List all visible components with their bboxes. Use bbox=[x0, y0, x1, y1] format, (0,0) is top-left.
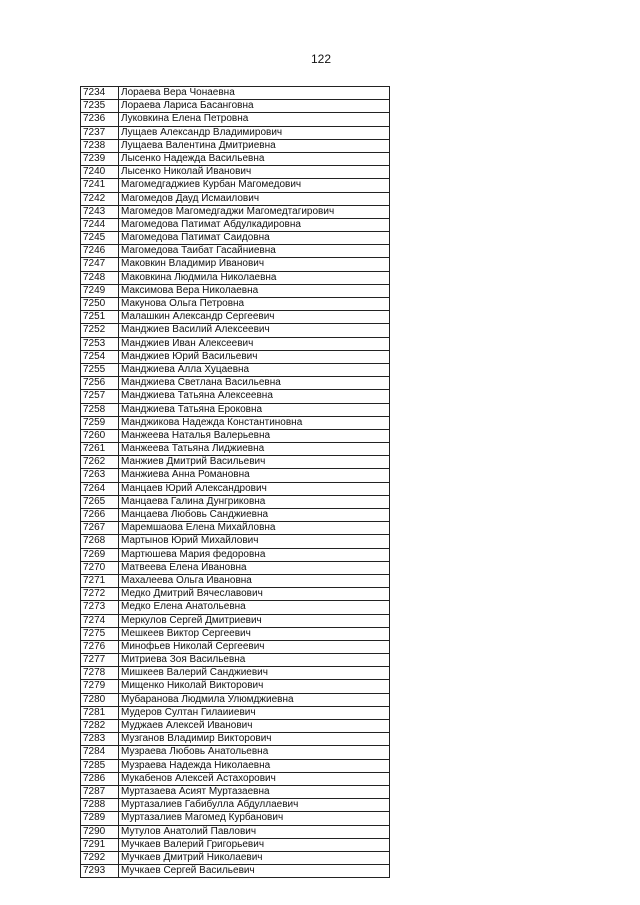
table-row bbox=[81, 680, 389, 693]
table-row bbox=[81, 351, 389, 364]
row-number: 7290 bbox=[81, 826, 119, 838]
row-number: 7293 bbox=[81, 865, 119, 877]
table-row bbox=[81, 311, 389, 324]
table-row bbox=[81, 773, 389, 786]
table-row bbox=[81, 760, 389, 773]
row-full-name: Магомедова Таибат Гасайниевна bbox=[121, 245, 276, 257]
row-full-name: Манджиев Юрий Васильевич bbox=[121, 350, 258, 362]
table-row bbox=[81, 166, 389, 179]
row-number: 7251 bbox=[81, 311, 119, 323]
table-row bbox=[81, 509, 389, 522]
row-full-name: Махалеева Ольга Ивановна bbox=[121, 574, 252, 586]
table-row bbox=[81, 153, 389, 166]
table-row bbox=[81, 140, 389, 153]
row-full-name: Медко Дмитрий Вячеславович bbox=[121, 588, 263, 600]
row-number: 7257 bbox=[81, 390, 119, 402]
table-row bbox=[81, 193, 389, 206]
row-full-name: Музраева Надежда Николаевна bbox=[121, 759, 271, 771]
row-number: 7280 bbox=[81, 694, 119, 706]
row-full-name: Муртазалиев Габибулла Абдуллаевич bbox=[121, 799, 299, 811]
table-row bbox=[81, 641, 389, 654]
row-full-name: Маковкина Людмила Николаевна bbox=[121, 271, 277, 283]
row-number: 7255 bbox=[81, 364, 119, 376]
row-number: 7282 bbox=[81, 720, 119, 732]
row-full-name: Манжиева Анна Романовна bbox=[121, 469, 250, 481]
row-number: 7247 bbox=[81, 258, 119, 270]
table-row bbox=[81, 522, 389, 535]
row-full-name: Манжеева Наталья Валерьевна bbox=[121, 429, 271, 441]
row-number: 7285 bbox=[81, 760, 119, 772]
table-row bbox=[81, 865, 389, 878]
row-number: 7245 bbox=[81, 232, 119, 244]
row-number: 7252 bbox=[81, 324, 119, 336]
table-row bbox=[81, 667, 389, 680]
table-row bbox=[81, 628, 389, 641]
table-row bbox=[81, 404, 389, 417]
row-full-name: Лораева Вера Чонаевна bbox=[121, 87, 235, 98]
table-row bbox=[81, 100, 389, 113]
row-number: 7240 bbox=[81, 166, 119, 178]
row-number: 7284 bbox=[81, 746, 119, 758]
row-number: 7277 bbox=[81, 654, 119, 666]
row-full-name: Мудеров Султан Гилаииевич bbox=[121, 706, 256, 718]
row-number: 7250 bbox=[81, 298, 119, 310]
table-row bbox=[81, 232, 389, 245]
row-full-name: Манджиева Светлана Васильевна bbox=[121, 377, 281, 389]
row-full-name: Мартынов Юрий Михайлович bbox=[121, 535, 259, 547]
table-row bbox=[81, 285, 389, 298]
row-number: 7261 bbox=[81, 443, 119, 455]
row-number: 7286 bbox=[81, 773, 119, 785]
table-row bbox=[81, 496, 389, 509]
row-number: 7258 bbox=[81, 404, 119, 416]
table-row bbox=[81, 654, 389, 667]
row-number: 7267 bbox=[81, 522, 119, 534]
row-number: 7243 bbox=[81, 206, 119, 218]
page-number: 122 bbox=[311, 52, 332, 66]
row-number: 7264 bbox=[81, 483, 119, 495]
row-full-name: Манцаева Галина Дунгриковна bbox=[121, 495, 266, 507]
row-number: 7262 bbox=[81, 456, 119, 468]
row-number: 7268 bbox=[81, 535, 119, 547]
row-full-name: Манджиева Алла Хуцаевна bbox=[121, 363, 250, 375]
row-number: 7236 bbox=[81, 113, 119, 125]
row-full-name: Муртазаева Асият Муртазаевна bbox=[121, 785, 270, 797]
row-full-name: Маковкин Владимир Иванович bbox=[121, 258, 265, 270]
row-full-name: Мучкаев Валерий Григорьевич bbox=[121, 838, 265, 850]
table-row bbox=[81, 549, 389, 562]
table-row bbox=[81, 324, 389, 337]
row-full-name: Маремшаова Елена Михайловна bbox=[121, 522, 276, 534]
row-number: 7256 bbox=[81, 377, 119, 389]
row-full-name: Манцаев Юрий Александрович bbox=[121, 482, 267, 494]
row-number: 7291 bbox=[81, 839, 119, 851]
row-number: 7242 bbox=[81, 193, 119, 205]
row-number: 7273 bbox=[81, 601, 119, 613]
row-full-name: Манджикова Надежда Константиновна bbox=[121, 416, 303, 428]
row-full-name: Манцаева Любовь Санджиевна bbox=[121, 509, 269, 520]
row-full-name: Манжеева Татьяна Лиджиевна bbox=[121, 443, 265, 455]
row-number: 7283 bbox=[81, 733, 119, 745]
row-full-name: Магомедова Патимат Саидовна bbox=[121, 232, 270, 244]
row-number: 7259 bbox=[81, 417, 119, 429]
table-row bbox=[81, 417, 389, 430]
table-row bbox=[81, 826, 389, 839]
row-full-name: Мищенко Николай Викторович bbox=[121, 680, 264, 692]
row-full-name: Магомедова Патимат Абдулкадировна bbox=[121, 218, 301, 230]
table-row bbox=[81, 720, 389, 733]
row-full-name: Манджиева Татьяна Ероковна bbox=[121, 403, 263, 415]
row-number: 7234 bbox=[81, 87, 119, 99]
row-number: 7235 bbox=[81, 100, 119, 112]
row-number: 7275 bbox=[81, 628, 119, 640]
table-row bbox=[81, 694, 389, 707]
row-number: 7279 bbox=[81, 680, 119, 692]
row-full-name: Музганов Владимир Викторович bbox=[121, 733, 272, 745]
row-full-name: Лысенко Николай Иванович bbox=[121, 166, 252, 178]
row-full-name: Матвеева Елена Ивановна bbox=[121, 561, 247, 573]
table-row bbox=[81, 799, 389, 812]
row-number: 7241 bbox=[81, 179, 119, 191]
row-full-name: Минофьев Николай Сергеевич bbox=[121, 640, 265, 652]
row-number: 7270 bbox=[81, 562, 119, 574]
row-number: 7260 bbox=[81, 430, 119, 442]
row-full-name: Медко Елена Анатольевна bbox=[121, 601, 246, 613]
row-number: 7276 bbox=[81, 641, 119, 653]
table-row bbox=[81, 298, 389, 311]
row-number: 7253 bbox=[81, 338, 119, 350]
table-row bbox=[81, 839, 389, 852]
row-full-name: Лущаев Александр Владимирович bbox=[121, 126, 283, 138]
row-full-name: Луковкина Елена Петровна bbox=[121, 113, 249, 125]
table-row bbox=[81, 707, 389, 720]
table-row bbox=[81, 127, 389, 140]
table-row bbox=[81, 469, 389, 482]
row-full-name: Манжиев Дмитрий Васильевич bbox=[121, 456, 266, 468]
row-full-name: Музраева Любовь Анатольевна bbox=[121, 746, 269, 758]
row-number: 7288 bbox=[81, 799, 119, 811]
table-row bbox=[81, 87, 389, 100]
row-full-name: Манджиева Татьяна Алексеевна bbox=[121, 390, 273, 402]
row-number: 7274 bbox=[81, 615, 119, 627]
table-row bbox=[81, 575, 389, 588]
row-number: 7254 bbox=[81, 351, 119, 363]
row-full-name: Лущаева Валентина Дмитриевна bbox=[121, 139, 276, 151]
row-full-name: Магомедгаджиев Курбан Магомедович bbox=[121, 179, 302, 191]
row-number: 7238 bbox=[81, 140, 119, 152]
row-number: 7246 bbox=[81, 245, 119, 257]
row-full-name: Мукабенов Алексей Астахорович bbox=[121, 772, 276, 784]
row-full-name: Муджаев Алексей Иванович bbox=[121, 720, 253, 731]
row-number: 7292 bbox=[81, 852, 119, 864]
row-full-name: Митриева Зоя Васильевна bbox=[121, 654, 246, 666]
table-row bbox=[81, 258, 389, 271]
table-row bbox=[81, 601, 389, 614]
row-number: 7269 bbox=[81, 549, 119, 561]
row-full-name: Лысенко Надежда Васильевна bbox=[121, 152, 265, 164]
row-full-name: Мишкеев Валерий Санджиевич bbox=[121, 667, 268, 679]
table-row bbox=[81, 786, 389, 799]
row-number: 7266 bbox=[81, 509, 119, 521]
row-number: 7287 bbox=[81, 786, 119, 798]
table-row bbox=[81, 272, 389, 285]
table-row bbox=[81, 219, 389, 232]
row-full-name: Магомедов Дауд Исмаилович bbox=[121, 192, 260, 204]
table-row bbox=[81, 338, 389, 351]
table-row bbox=[81, 483, 389, 496]
row-number: 7272 bbox=[81, 588, 119, 600]
table-row bbox=[81, 206, 389, 219]
row-number: 7237 bbox=[81, 127, 119, 139]
row-full-name: Мешкеев Виктор Сергеевич bbox=[121, 627, 251, 639]
row-full-name: Мубаранова Людмила Улюмджиевна bbox=[121, 693, 294, 705]
table-row bbox=[81, 535, 389, 548]
table-row bbox=[81, 733, 389, 746]
row-number: 7281 bbox=[81, 707, 119, 719]
row-number: 7239 bbox=[81, 153, 119, 165]
table-row bbox=[81, 443, 389, 456]
row-full-name: Мутулов Анатолий Павлович bbox=[121, 825, 257, 837]
row-number: 7289 bbox=[81, 812, 119, 824]
row-full-name: Муртазалиев Магомед Курбанович bbox=[121, 812, 284, 824]
table-row bbox=[81, 456, 389, 469]
table-row bbox=[81, 615, 389, 628]
row-number: 7271 bbox=[81, 575, 119, 587]
row-number: 7265 bbox=[81, 496, 119, 508]
row-number: 7263 bbox=[81, 469, 119, 481]
row-full-name: Манджиев Иван Алексеевич bbox=[121, 337, 254, 349]
table-row bbox=[81, 364, 389, 377]
row-number: 7278 bbox=[81, 667, 119, 679]
row-number: 7244 bbox=[81, 219, 119, 231]
row-full-name: Лораева Лариса Басанговна bbox=[121, 100, 254, 112]
row-full-name: Магомедов Магомедгаджи Магомедтагирович bbox=[121, 205, 335, 217]
row-full-name: Манджиев Василий Алексеевич bbox=[121, 324, 270, 336]
name-list-table bbox=[80, 86, 390, 878]
row-full-name: Мартюшева Мария федоровна bbox=[121, 548, 266, 560]
table-row bbox=[81, 113, 389, 126]
table-row bbox=[81, 430, 389, 443]
row-full-name: Макунова Ольга Петровна bbox=[121, 298, 245, 309]
table-row bbox=[81, 562, 389, 575]
row-number: 7249 bbox=[81, 285, 119, 297]
row-full-name: Меркулов Сергей Дмитриевич bbox=[121, 614, 262, 626]
row-full-name: Малашкин Александр Сергеевич bbox=[121, 311, 275, 323]
table-row bbox=[81, 812, 389, 825]
table-row bbox=[81, 245, 389, 258]
table-row bbox=[81, 746, 389, 759]
table-row bbox=[81, 377, 389, 390]
row-number: 7248 bbox=[81, 272, 119, 284]
row-full-name: Максимова Вера Николаевна bbox=[121, 284, 259, 296]
row-full-name: Мучкаев Дмитрий Николаевич bbox=[121, 851, 263, 863]
table-row bbox=[81, 390, 389, 403]
table-row bbox=[81, 852, 389, 865]
table-row bbox=[81, 588, 389, 601]
table-row bbox=[81, 179, 389, 192]
row-full-name: Мучкаев Сергей Васильевич bbox=[121, 865, 255, 877]
